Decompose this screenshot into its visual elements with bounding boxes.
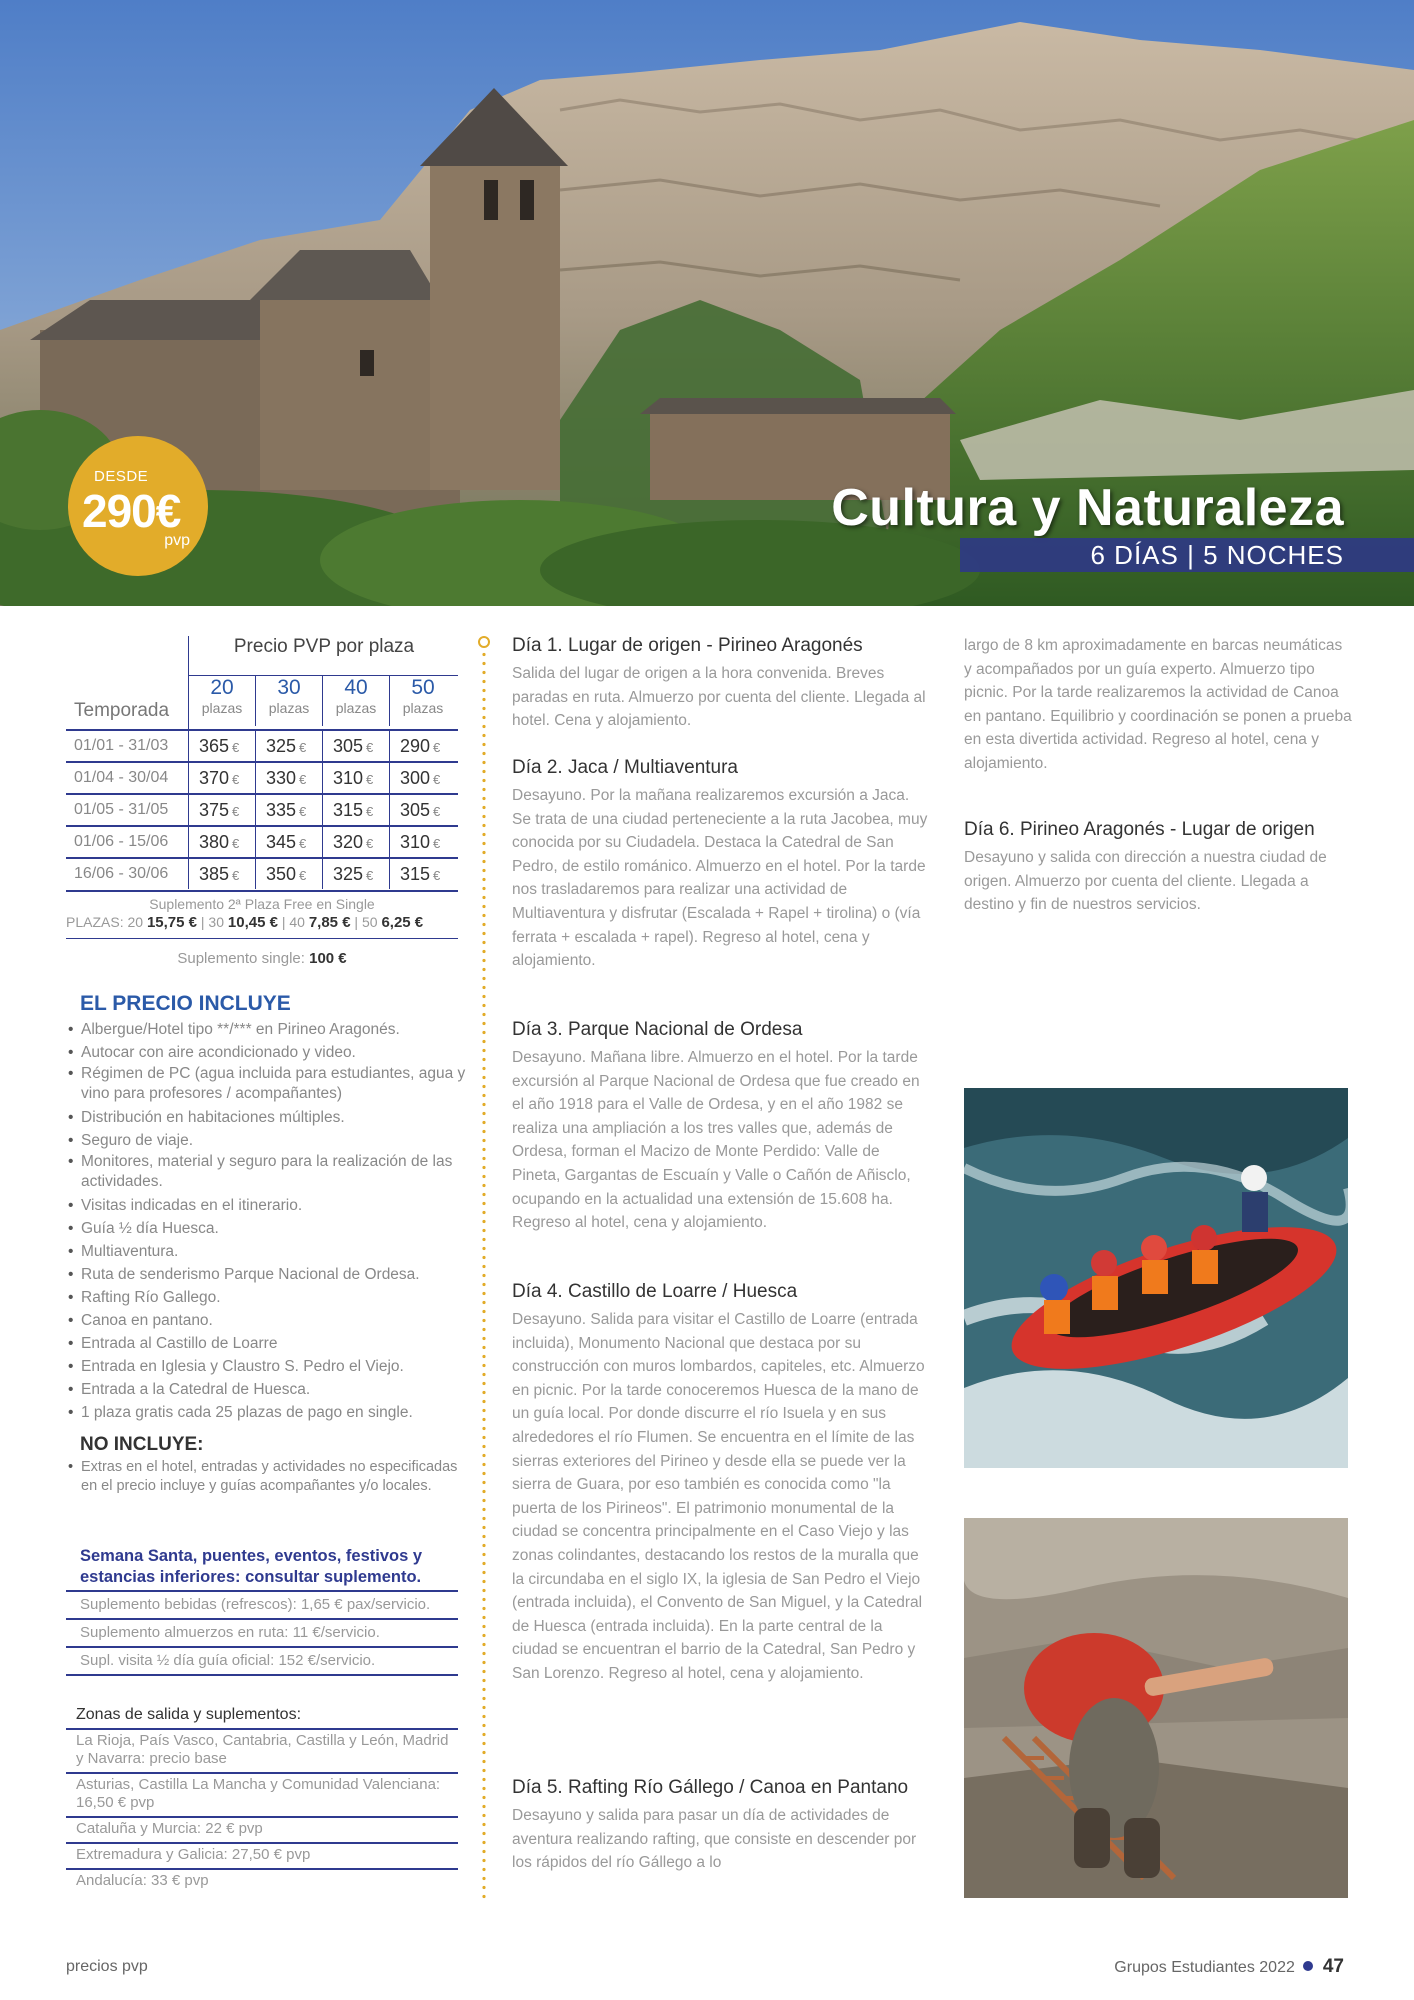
zone-row: Andalucía: 33 € pvp [66,1868,458,1892]
column-number: 30 [277,676,301,699]
badge-amount: 290€ [82,485,181,537]
price-cell: 300 € [389,763,456,793]
day-1 [512,634,932,733]
list-item: • Canoa en pantano. [66,1309,466,1332]
price-cell: 325 € [255,731,322,761]
list-item: • Seguro de viaje. [66,1129,466,1152]
holiday-notice: Semana Santa, puentes, eventos, festivos y estancias inferiores: consultar suplemento. [80,1547,423,1586]
supplement-row: Suplemento bebidas (refrescos): 1,65 € pax/servicio. [66,1590,458,1618]
footer-left: precios pvp [66,1958,148,1975]
column-number: 40 [344,676,368,699]
price-cell: 385 € [188,859,255,889]
season-dates: 01/04 - 30/04 [74,769,169,786]
divider [66,890,458,892]
day-title: Día 3. Parque Nacional de Ordesa [512,1019,803,1040]
column-header [188,676,255,726]
price-cell: 365 € [188,731,255,761]
includes-list [66,1018,466,1424]
season-dates: 01/01 - 31/03 [74,737,169,754]
day-text: largo de 8 km aproximadamente en barcas neumáticas y acompañados por un guía experto. Almuerzo tipo picnic. Por la tarde realizaremos la actividad de Canoa en pantano. Equilibrio y coordinación se ponen a prueba en esta divertida actividad. Regreso al hotel, cena y alojamiento. [964,637,1352,772]
list-item: • Guía ½ día Huesca. [66,1217,466,1240]
price-table-header: Precio PVP por plaza [233,636,415,657]
price-cell: 330 € [255,763,322,793]
column-header [255,676,322,726]
bullet-icon [1303,1961,1313,1971]
supplement-row: Supl. visita ½ día guía oficial: 152 €/servicio. [66,1646,458,1674]
footer-right [1114,1956,1344,1978]
group-size-columns [188,676,458,726]
day-2 [512,756,932,973]
list-item: • Autocar con aire acondicionado y video. [66,1041,466,1064]
day-title: Día 1. Lugar de origen - Pirineo Aragonés [512,635,863,656]
season-dates: 01/05 - 31/05 [74,801,169,818]
list-item: • Multiaventura. [66,1240,466,1263]
badge-pvp: pvp [164,532,190,549]
day-text: Desayuno. Por la mañana realizaremos excursión a Jaca. Se trata de una ciudad perteneciente a la ruta Jacobea, muy conocida por su Ciudadela. Destaca la Catedral de San Pedro, de estilo románico. Almuerzo en el hotel. Por la tarde nos trasladaremos para realizar una actividad de Multiaventura y disfrutar (Escalada + Rapel + tirolina) o (vía ferrata + escalada + rapel). Regreso al hotel, cena y alojamiento. [512,787,928,970]
table-row [66,761,458,793]
day-4 [512,1280,932,1686]
price-cell: 315 € [322,795,389,825]
day-text: Desayuno. Mañana libre. Almuerzo en el hotel. Por la tarde excursión al Parque Nacional de Ordesa que fue creado en el año 1918 para el Valle de Ordesa, y en el año 1982 se realiza una ampliación a los tres valles que, además de Ordesa, forman el Macizo de Monte Perdido: Valle de Pineta, Gargantas de Escuaín y Valle o Cañón de Añisclo, ocupando en la actualidad una extensión de 15.608 ha. Regreso al hotel, cena y alojamiento. [512,1049,920,1232]
publication-name: Grupos Estudiantes 2022 [1114,1959,1295,1976]
day-title: Día 2. Jaca / Multiaventura [512,757,738,778]
price-badge [68,436,208,576]
departure-zones-heading: Zonas de salida y suplementos: [76,1706,302,1723]
day-text: Salida del lugar de origen a la hora convenida. Breves paradas en ruta. Almuerzo por cuenta del cliente. Llegada al hotel. Cena y alojamiento. [512,665,926,730]
season-dates: 16/06 - 30/06 [74,865,169,882]
price-cell: 290 € [389,731,456,761]
price-cell: 310 € [322,763,389,793]
list-item: • Régimen de PC (agua incluida para estudiantes, agua y vino para profesores / acompañantes) [66,1064,466,1106]
column-number: 50 [411,676,435,699]
zone-row: Extremadura y Galicia: 27,50 € pvp [66,1842,458,1866]
supplement-row: Suplemento almuerzos en ruta: 11 €/servicio. [66,1618,458,1646]
divider-dot-icon [478,636,490,648]
zone-row: Cataluña y Murcia: 22 € pvp [66,1816,458,1840]
table-row [66,793,458,825]
table-row [66,857,458,889]
list-item: • Monitores, material y seguro para la realización de las actividades. [66,1152,466,1194]
day-5 [512,1776,932,1875]
table-row [66,825,458,857]
hero-banner [0,0,1414,606]
column-unit: plazas [268,700,310,716]
list-item: • Entrada a la Catedral de Huesca. [66,1378,466,1401]
list-item: • Ruta de senderismo Parque Nacional de Ordesa. [66,1263,466,1286]
list-item: • Entrada en Iglesia y Claustro S. Pedro el Viejo. [66,1355,466,1378]
divider [66,938,458,939]
rafting-photo [964,1088,1348,1468]
column-unit: plazas [201,700,243,716]
day-5-continued [964,634,1354,776]
single-supplement: Suplemento single: 100 € [177,950,347,967]
day-text: Desayuno. Salida para visitar el Castillo de Loarre (entrada incluida), Monumento Nacional que destaca por su construcción con muros lombardos, capiteles, etc. Almuerzo en picnic. Por la tarde conoceremos Huesca de la mano de un guía local. Por donde discurre el río Isuela y en sus alrededores el río Flumen. Se encuentra en el límite de las sierras exteriores del Pirineo y desde ella se puede ver la sierra de Guara, por eso también es conocida como "la puerta de los Pirineos". El patrimonio monumental de la ciudad se concentra principalmente en el Caso Viejo y las zonas colindantes, destacando los restos de la muralla que la circundaba en el siglo IX, la iglesia de San Pedro el Viejo (entrada incluida), el Convento de San Miguel, y la Catedral de Huesca (entrada incluida). En la parte central de la ciudad se encuentran el barrio de la Catedral, San Pedro y San Lorenzo. Regreso al hotel, cena y alojamiento. [512,1311,925,1682]
list-item: • Extras en el hotel, entradas y actividades no especificadas en el precio incluye y guías acompañantes y/o locales. [66,1458,466,1496]
price-cell: 335 € [255,795,322,825]
price-cell: 380 € [188,827,255,857]
zone-row: La Rioja, País Vasco, Cantabria, Castilla y León, Madrid y Navarra: precio base [66,1728,458,1770]
list-item: • Albergue/Hotel tipo **/*** en Pirineo Aragonés. [66,1018,466,1041]
price-cell: 370 € [188,763,255,793]
price-cell: 305 € [322,731,389,761]
column-unit: plazas [402,700,444,716]
excludes-heading: NO INCLUYE: [80,1434,204,1455]
price-cell: 350 € [255,859,322,889]
excludes-list [66,1458,466,1496]
page-number: 47 [1322,1956,1344,1977]
column-header [389,676,456,726]
price-cell: 315 € [389,859,456,889]
day-title: Día 6. Pirineo Aragonés - Lugar de origen [964,819,1315,840]
day-3 [512,1018,932,1235]
badge-desde: DESDE [94,468,149,485]
day-title: Día 4. Castillo de Loarre / Huesca [512,1281,798,1302]
list-item: • 1 plaza gratis cada 25 plazas de pago en single. [66,1401,466,1424]
column-header [322,676,389,726]
column-number: 20 [210,676,234,699]
column-divider [482,650,486,1900]
day-6 [964,818,1354,917]
day-title: Día 5. Rafting Río Gállego / Canoa en Pantano [512,1777,909,1798]
season-column-header: Temporada [74,700,170,721]
page-title: Cultura y Naturaleza [831,479,1344,537]
supplement-2nd-title: Suplemento 2ª Plaza Free en Single [149,896,375,912]
includes-heading: EL PRECIO INCLUYE [80,992,291,1015]
price-cell: 375 € [188,795,255,825]
list-item: • Rafting Río Gallego. [66,1286,466,1309]
table-row [66,729,458,761]
divider [66,1674,458,1676]
price-cell: 310 € [389,827,456,857]
day-text: Desayuno y salida para pasar un día de actividades de aventura realizando rafting, que consiste en descender por los rápidos del río Gállego a lo [512,1807,917,1872]
duration-banner: 6 DÍAS | 5 NOCHES [960,538,1414,572]
list-item: • Entrada al Castillo de Loarre [66,1332,466,1355]
price-cell: 320 € [322,827,389,857]
season-dates: 01/06 - 15/06 [74,833,169,850]
price-cell: 305 € [389,795,456,825]
via-ferrata-photo [964,1518,1348,1898]
price-cell: 325 € [322,859,389,889]
list-item: • Visitas indicadas en el itinerario. [66,1194,466,1217]
column-unit: plazas [335,700,377,716]
zone-row: Asturias, Castilla La Mancha y Comunidad Valenciana: 16,50 € pvp [66,1772,458,1814]
supplement-2nd-values: PLAZAS: 20 15,75 € | 30 10,45 € | 40 7,85 € | 50 6,25 € [66,914,424,931]
list-item: • Distribución en habitaciones múltiples. [66,1106,466,1129]
price-cell: 345 € [255,827,322,857]
day-text: Desayuno y salida con dirección a nuestra ciudad de origen. Almuerzo por cuenta del cliente. Llegada a destino y fin de nuestros servicios. [964,849,1327,914]
